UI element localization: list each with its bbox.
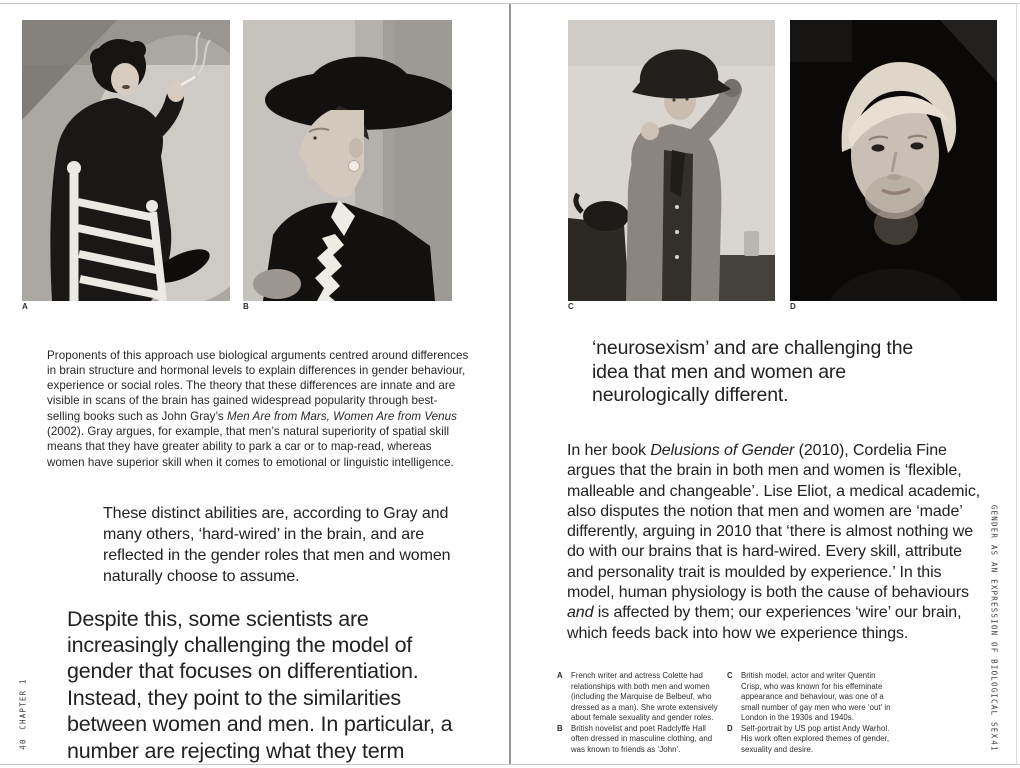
caption-a	[557, 671, 727, 724]
photo-colette-image	[22, 20, 230, 301]
photo-label-b: B	[243, 302, 250, 311]
left-page-number: 40	[18, 738, 28, 750]
left-pull-quote-large: Despite this, some scientists are increasingly challenging the model of gender that focuses on differentiation. Instead, they point to the similarities between women and men. In particular, a number are rejecting what they term	[67, 606, 453, 763]
caption-d-letter: D	[727, 723, 733, 733]
photo-captions	[557, 671, 993, 755]
caption-b-letter: B	[557, 723, 563, 733]
caption-b	[557, 724, 727, 756]
chapter-label: CHAPTER 1	[18, 678, 28, 730]
caption-c-letter: C	[727, 671, 733, 680]
left-pull-quote-medium: These distinct abilities are, according to Gray and many others, ‘hard-wired’ in the brain, and are reflected in the gender roles that men and women naturally choose to assume.	[103, 505, 451, 585]
caption-b-text: British novelist and poet Radclyffe Hall often dressed in masculine clothing, and was known to friends as ‘John’.	[571, 723, 713, 754]
caption-c	[727, 671, 897, 724]
right-body-paragraph: In her book Delusions of Gender (2010), Cordelia Fine argues that the brain in both men and women is ‘flexible, malleable and changeable’. Lise Eliot, a medical academic, also disputes the notion that men and women are ‘made’ differently, arguing in 2010 that ‘there is almost nothing we do with our brains that is hard-wired. Every skill, attribute and personality trait is moulded by experience.’ In this model, human physiology is both the cause of behaviours and is affected by them; our experiences ‘wire’ our brain, which feeds back into how we experience things.	[567, 442, 981, 642]
section-title-vertical: GENDER AS AN EXPRESSION OF BIOLOGICAL SEX	[989, 504, 999, 740]
right-heading: ‘neurosexism’ and are challenging the idea that men and women are neurologically different.	[592, 337, 914, 407]
photo-label-c: C	[568, 302, 575, 311]
right-page-number: 41	[989, 740, 999, 752]
left-body-paragraph: Proponents of this approach use biological arguments centred around differences in brain structure and hormonal levels to explain differences in gender behaviour, experience or social roles. The theory that these differences are innate and are visible in scans of the brain has gained widespread popularity through best-selling books such as John Gray’s Men Are from Mars, Women Are from Venus (2002). Gray argues, for example, that men’s natural superiority of spatial skill means that they have greater ability to park a car or to map-read, whereas women have superior skill when it comes to emotional or linguistic intelligence.	[47, 348, 469, 469]
photo-quentin-crisp	[568, 20, 775, 301]
photo-radclyffe-hall-image	[243, 20, 452, 301]
caption-a-text: French writer and actress Colette had relationships with both men and women (including the Marquise de Belbeuf, who dressed as a man). She wrote extensively about female sexuality and gender roles.	[571, 671, 718, 722]
right-edge-line	[1016, 3, 1017, 765]
captions-column-left	[557, 671, 727, 755]
photo-andy-warhol-image	[790, 20, 997, 301]
caption-d	[727, 724, 897, 756]
photo-andy-warhol	[790, 20, 997, 301]
photo-radclyffe-hall	[243, 20, 452, 301]
photo-label-a: A	[22, 302, 29, 311]
photo-quentin-crisp-image	[568, 20, 775, 301]
page-gutter-line	[509, 4, 511, 764]
caption-c-text: British model, actor and writer Quentin Crisp, who was known for his effeminate appearance and behaviour, was one of a small number of gay men who were ‘out’ in London in the 1930s and 1940s.	[741, 671, 891, 722]
photo-label-d: D	[790, 302, 797, 311]
caption-a-letter: A	[557, 671, 563, 680]
captions-column-right	[727, 671, 897, 755]
caption-d-text: Self-portrait by US pop artist Andy Warhol. His work often explored themes of gender, sexuality and desire.	[741, 723, 890, 754]
bottom-border-line	[0, 764, 1020, 765]
photo-colette	[22, 20, 230, 301]
